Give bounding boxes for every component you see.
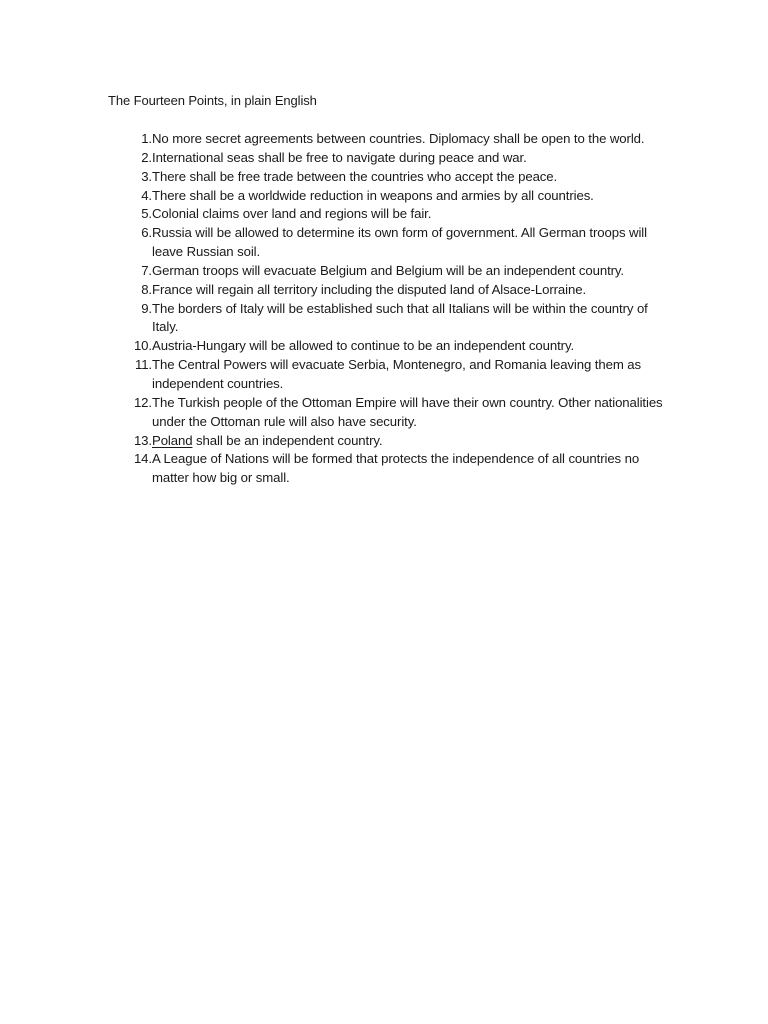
list-item-text: A League of Nations will be formed that protects the independence of all countries no matter how big or small. xyxy=(152,451,640,486)
list-item xyxy=(108,337,668,356)
list-item xyxy=(108,262,668,281)
list-item-number: 1. xyxy=(141,131,152,146)
list-item-text: Russia will be allowed to determine its own form of government. All German troops will leave Russian soil. xyxy=(152,225,647,260)
list-item xyxy=(108,168,668,187)
list-item-text: The borders of Italy will be established such that all Italians will be within the country of Italy. xyxy=(152,300,648,335)
list-item-text: Colonial claims over land and regions will be fair. xyxy=(152,206,432,222)
list-item-text: There shall be free trade between the countries who accept the peace. xyxy=(152,168,558,184)
list-item-text: France will regain all territory including the disputed land of Alsace-Lorraine. xyxy=(152,281,587,297)
list-item-text: The Turkish people of the Ottoman Empire will have their own country. Other nationalities under the Ottoman rule will also have security. xyxy=(152,394,663,429)
list-item-number: 9. xyxy=(141,300,152,316)
list-item-text: German troops will evacuate Belgium and Belgium will be an independent country. xyxy=(152,262,625,278)
list-item-text: Austria-Hungary will be allowed to continue to be an independent country. xyxy=(152,338,575,354)
list-item-number: 8. xyxy=(141,281,152,297)
list-item-number: 11. xyxy=(134,357,152,373)
list-item-number: 4. xyxy=(141,187,152,203)
list-item xyxy=(108,149,668,168)
list-item xyxy=(108,224,668,262)
list-item xyxy=(108,130,668,149)
list-item xyxy=(108,356,668,394)
list-item-number: 3. xyxy=(141,168,152,184)
list-item xyxy=(108,450,668,488)
list-item-number: 14. xyxy=(133,451,152,467)
list-item xyxy=(108,205,668,224)
fourteen-points-list xyxy=(108,130,668,488)
list-item-number: 5. xyxy=(141,206,152,222)
list-item-number: 7. xyxy=(141,262,152,278)
list-item-number: 2. xyxy=(141,149,152,165)
list-item xyxy=(108,187,668,206)
list-item-number: 13. xyxy=(133,432,152,448)
list-item-text: There shall be a worldwide reduction in weapons and armies by all countries. xyxy=(152,187,594,203)
list-item xyxy=(108,432,668,451)
list-item xyxy=(108,300,668,338)
underlined-word-poland: Poland xyxy=(152,432,193,448)
list-item xyxy=(108,281,668,300)
list-item-text xyxy=(152,432,668,451)
document-title: The Fourteen Points, in plain English xyxy=(108,93,317,108)
list-item-text: The Central Powers will evacuate Serbia, Montenegro, and Romania leaving them as independent countries. xyxy=(152,357,641,391)
list-item-text: No more secret agreements between countries. Diplomacy shall be open to the world. xyxy=(152,131,645,146)
list-item xyxy=(108,394,668,432)
list-item-text-rest: shall be an independent country. xyxy=(192,432,383,448)
list-item-number: 10. xyxy=(133,338,152,354)
list-item-number: 12. xyxy=(133,394,152,410)
list-item-text: International seas shall be free to navigate during peace and war. xyxy=(152,149,527,165)
list-item-number: 6. xyxy=(141,225,152,241)
